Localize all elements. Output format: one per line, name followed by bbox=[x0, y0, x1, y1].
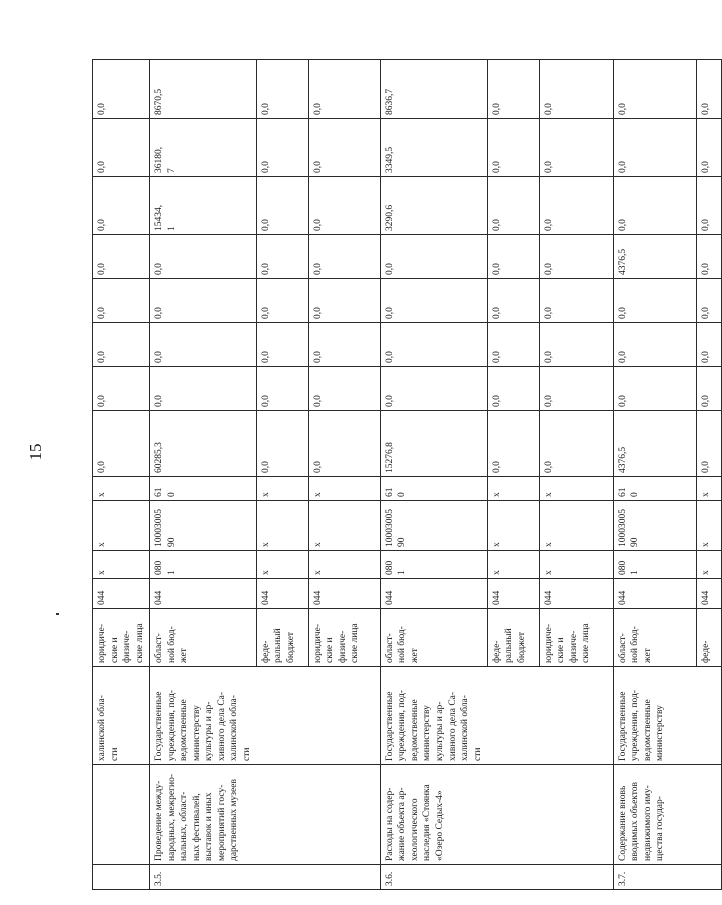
year-col-5-cell: 0,0 bbox=[487, 177, 539, 235]
total-cell: 0,0 bbox=[93, 411, 150, 477]
year-col-3-cell: 0,0 bbox=[256, 279, 308, 323]
funding-source-cell: област- ной бюд- жет bbox=[150, 609, 257, 667]
year-col-5-cell: 0,0 bbox=[696, 177, 721, 235]
table-row bbox=[696, 60, 721, 890]
event-name-cell bbox=[256, 765, 308, 865]
rotated-page bbox=[92, 60, 711, 890]
year-col-7-cell: 8636,7 bbox=[380, 60, 487, 119]
section-code-cell: x bbox=[256, 551, 308, 579]
section-code-cell: x bbox=[539, 551, 613, 579]
year-col-7-cell: 0,0 bbox=[256, 60, 308, 119]
year-col-7-cell: 0,0 bbox=[539, 60, 613, 119]
year-col-6-cell: 0,0 bbox=[696, 119, 721, 177]
year-col-1-cell: 0,0 bbox=[696, 367, 721, 411]
funding-source-cell: юридиче- ские и физиче- ские лица bbox=[308, 609, 380, 667]
year-col-1-cell: 0,0 bbox=[613, 367, 696, 411]
year-col-4-cell: 0,0 bbox=[696, 235, 721, 279]
executor-cell bbox=[256, 667, 308, 765]
row-number-cell bbox=[256, 865, 308, 890]
event-name-cell bbox=[539, 765, 613, 865]
row-number-cell bbox=[93, 865, 150, 890]
year-col-2-cell: 0,0 bbox=[487, 323, 539, 367]
year-col-2-cell: 0,0 bbox=[150, 323, 257, 367]
year-col-3-cell: 0,0 bbox=[696, 279, 721, 323]
year-col-6-cell: 36180, 7 bbox=[150, 119, 257, 177]
table-row bbox=[308, 60, 380, 890]
executor-cell bbox=[487, 667, 539, 765]
funding-source-cell: юридиче- ские и физиче- ские лица bbox=[93, 609, 150, 667]
grbs-code-cell: 044 bbox=[308, 579, 380, 609]
target-article-cell: x bbox=[308, 501, 380, 551]
grbs-code-cell: 044 bbox=[696, 579, 721, 609]
row-number-cell: 3.7. bbox=[613, 865, 696, 890]
section-code-cell: 080 1 bbox=[150, 551, 257, 579]
event-name-cell bbox=[696, 765, 721, 865]
total-cell: 60285,3 bbox=[150, 411, 257, 477]
expense-type-cell: x bbox=[308, 477, 380, 501]
row-number-cell bbox=[539, 865, 613, 890]
year-col-1-cell: 0,0 bbox=[539, 367, 613, 411]
target-article-cell: x bbox=[539, 501, 613, 551]
expense-type-cell: 61 0 bbox=[380, 477, 487, 501]
total-cell: 0,0 bbox=[308, 411, 380, 477]
table-row bbox=[539, 60, 613, 890]
expense-type-cell: x bbox=[539, 477, 613, 501]
event-name-cell bbox=[93, 765, 150, 865]
year-col-5-cell: 0,0 bbox=[256, 177, 308, 235]
year-col-5-cell: 0,0 bbox=[308, 177, 380, 235]
executor-cell bbox=[539, 667, 613, 765]
year-col-1-cell: 0,0 bbox=[93, 367, 150, 411]
year-col-3-cell: 0,0 bbox=[380, 279, 487, 323]
row-number-cell bbox=[696, 865, 721, 890]
grbs-code-cell: 044 bbox=[256, 579, 308, 609]
row-number-cell: 3.5. bbox=[150, 865, 257, 890]
year-col-4-cell: 0,0 bbox=[93, 235, 150, 279]
executor-cell: Государственные учреждения, под- ведомственные министерству культуры и ар- хивного дела Са- халинской обла- сти bbox=[150, 667, 257, 765]
executor-cell: халинской обла- сти bbox=[93, 667, 150, 765]
grbs-code-cell: 044 bbox=[613, 579, 696, 609]
year-col-3-cell: 0,0 bbox=[487, 279, 539, 323]
year-col-4-cell: 0,0 bbox=[539, 235, 613, 279]
total-cell: 15276,8 bbox=[380, 411, 487, 477]
expense-type-cell: x bbox=[93, 477, 150, 501]
event-name-cell: Содержание вновь вводимых объектов недвижимого иму- щества государ- bbox=[613, 765, 696, 865]
year-col-2-cell: 0,0 bbox=[380, 323, 487, 367]
target-article-cell: x bbox=[487, 501, 539, 551]
year-col-1-cell: 0,0 bbox=[150, 367, 257, 411]
total-cell: 0,0 bbox=[539, 411, 613, 477]
table-row bbox=[256, 60, 308, 890]
grbs-code-cell: 044 bbox=[150, 579, 257, 609]
year-col-5-cell: 0,0 bbox=[539, 177, 613, 235]
budget-table bbox=[92, 59, 722, 890]
expense-type-cell: 61 0 bbox=[613, 477, 696, 501]
event-name-cell: Расходы на содер- жание объекта ар- хеологического наследия «Стоянка «Озеро Седых-4» bbox=[380, 765, 487, 865]
year-col-3-cell: 0,0 bbox=[539, 279, 613, 323]
target-article-cell: x bbox=[256, 501, 308, 551]
year-col-2-cell: 0,0 bbox=[93, 323, 150, 367]
year-col-5-cell: 0,0 bbox=[93, 177, 150, 235]
year-col-3-cell: 0,0 bbox=[613, 279, 696, 323]
year-col-7-cell: 0,0 bbox=[613, 60, 696, 119]
target-article-cell: x bbox=[696, 501, 721, 551]
section-code-cell: x bbox=[308, 551, 380, 579]
table-row bbox=[487, 60, 539, 890]
year-col-4-cell: 0,0 bbox=[150, 235, 257, 279]
funding-source-cell: феде- bbox=[696, 609, 721, 667]
total-cell: 0,0 bbox=[487, 411, 539, 477]
grbs-code-cell: 044 bbox=[487, 579, 539, 609]
year-col-1-cell: 0,0 bbox=[308, 367, 380, 411]
executor-cell bbox=[308, 667, 380, 765]
year-col-4-cell: 0,0 bbox=[256, 235, 308, 279]
row-number-cell: 3.6. bbox=[380, 865, 487, 890]
year-col-7-cell: 8670,5 bbox=[150, 60, 257, 119]
event-name-cell: Проведение между- народных, межрегио- нальных, област- ных фестивалей, выставок и иных мероприятий госу- дарственных музеев bbox=[150, 765, 257, 865]
year-col-7-cell: 0,0 bbox=[696, 60, 721, 119]
year-col-3-cell: 0,0 bbox=[308, 279, 380, 323]
page-number: 15 bbox=[26, 443, 45, 461]
year-col-7-cell: 0,0 bbox=[93, 60, 150, 119]
funding-source-cell: област- ной бюд- жет bbox=[613, 609, 696, 667]
year-col-7-cell: 0,0 bbox=[308, 60, 380, 119]
executor-cell: Государственные учреждения, под- ведомственные министерству bbox=[613, 667, 696, 765]
year-col-6-cell: 0,0 bbox=[613, 119, 696, 177]
year-col-3-cell: 0,0 bbox=[93, 279, 150, 323]
target-article-cell: 10003005 90 bbox=[613, 501, 696, 551]
executor-cell: Государственные учреждения, под- ведомственные министерству культуры и ар- хивного дела Са- халинской обла- сти bbox=[380, 667, 487, 765]
year-col-6-cell: 3349,5 bbox=[380, 119, 487, 177]
grbs-code-cell: 044 bbox=[93, 579, 150, 609]
event-name-cell bbox=[487, 765, 539, 865]
total-cell: 0,0 bbox=[256, 411, 308, 477]
year-col-2-cell: 0,0 bbox=[613, 323, 696, 367]
grbs-code-cell: 044 bbox=[380, 579, 487, 609]
table-body bbox=[93, 60, 722, 890]
table-row bbox=[93, 60, 150, 890]
table-row bbox=[380, 60, 487, 890]
funding-source-cell: феде- ральный бюджет bbox=[256, 609, 308, 667]
event-name-cell bbox=[308, 765, 380, 865]
year-col-2-cell: 0,0 bbox=[308, 323, 380, 367]
year-col-6-cell: 0,0 bbox=[256, 119, 308, 177]
funding-source-cell: феде- ральный бюджет bbox=[487, 609, 539, 667]
year-col-6-cell: 0,0 bbox=[308, 119, 380, 177]
target-article-cell: 10003005 90 bbox=[380, 501, 487, 551]
expense-type-cell: 61 0 bbox=[150, 477, 257, 501]
year-col-6-cell: 0,0 bbox=[487, 119, 539, 177]
year-col-4-cell: 0,0 bbox=[487, 235, 539, 279]
year-col-1-cell: 0,0 bbox=[380, 367, 487, 411]
year-col-1-cell: 0,0 bbox=[487, 367, 539, 411]
section-code-cell: 080 1 bbox=[380, 551, 487, 579]
year-col-2-cell: 0,0 bbox=[539, 323, 613, 367]
year-col-1-cell: 0,0 bbox=[256, 367, 308, 411]
row-number-cell bbox=[487, 865, 539, 890]
expense-type-cell: x bbox=[487, 477, 539, 501]
target-article-cell: 10003005 90 bbox=[150, 501, 257, 551]
expense-type-cell: x bbox=[256, 477, 308, 501]
scan-speck bbox=[56, 613, 59, 615]
year-col-6-cell: 0,0 bbox=[93, 119, 150, 177]
year-col-4-cell: 0,0 bbox=[380, 235, 487, 279]
section-code-cell: x bbox=[696, 551, 721, 579]
year-col-5-cell: 0,0 bbox=[613, 177, 696, 235]
year-col-6-cell: 0,0 bbox=[539, 119, 613, 177]
grbs-code-cell: 044 bbox=[539, 579, 613, 609]
table-row bbox=[150, 60, 257, 890]
table-row bbox=[613, 60, 696, 890]
executor-cell bbox=[696, 667, 721, 765]
row-number-cell bbox=[308, 865, 380, 890]
section-code-cell: x bbox=[487, 551, 539, 579]
year-col-4-cell: 0,0 bbox=[308, 235, 380, 279]
target-article-cell: x bbox=[93, 501, 150, 551]
total-cell: 0,0 bbox=[696, 411, 721, 477]
year-col-5-cell: 15434, 1 bbox=[150, 177, 257, 235]
year-col-3-cell: 0,0 bbox=[150, 279, 257, 323]
section-code-cell: x bbox=[93, 551, 150, 579]
total-cell: 4376,5 bbox=[613, 411, 696, 477]
expense-type-cell: x bbox=[696, 477, 721, 501]
year-col-7-cell: 0,0 bbox=[487, 60, 539, 119]
funding-source-cell: област- ной бюд- жет bbox=[380, 609, 487, 667]
year-col-2-cell: 0,0 bbox=[256, 323, 308, 367]
year-col-5-cell: 3290,6 bbox=[380, 177, 487, 235]
year-col-4-cell: 4376,5 bbox=[613, 235, 696, 279]
year-col-2-cell: 0,0 bbox=[696, 323, 721, 367]
funding-source-cell: юридиче- ские и физиче- ские лица bbox=[539, 609, 613, 667]
section-code-cell: 080 1 bbox=[613, 551, 696, 579]
